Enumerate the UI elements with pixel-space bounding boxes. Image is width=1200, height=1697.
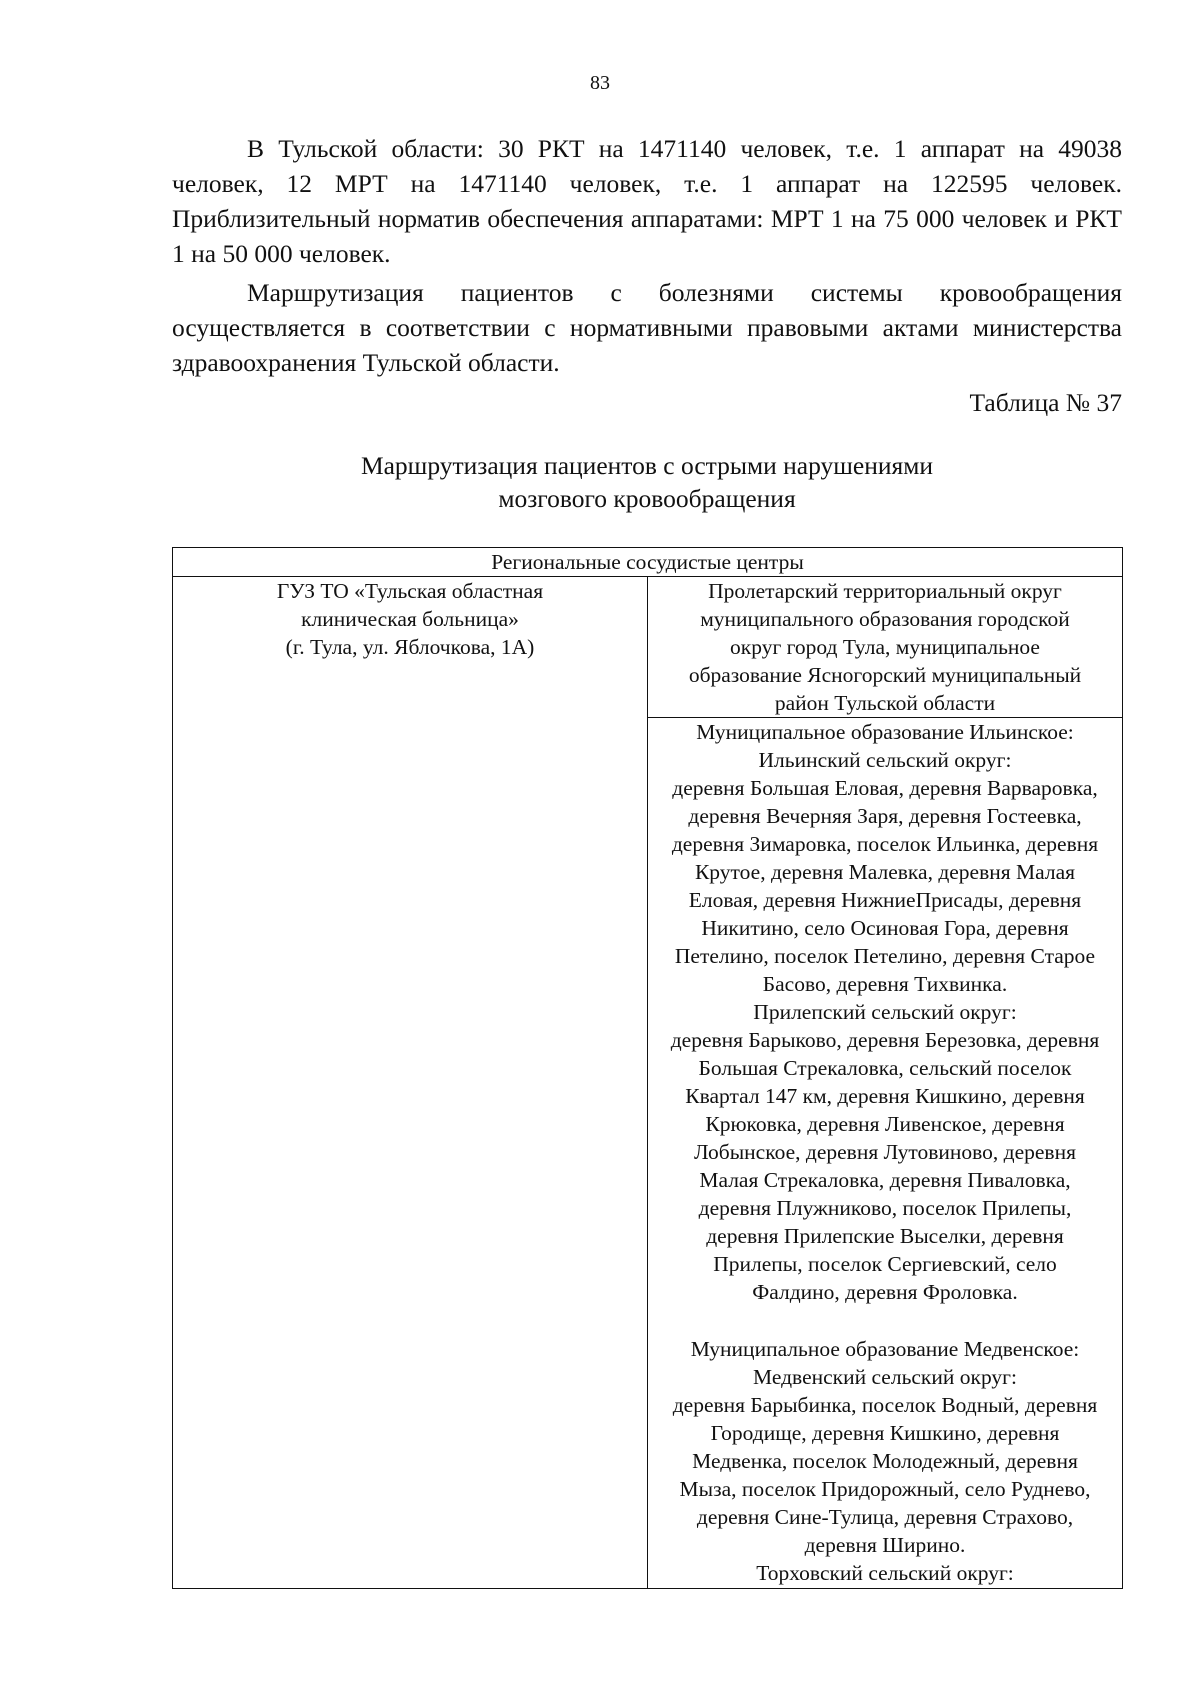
district-cell-proletarsky: [648, 577, 1123, 718]
settlement-line: деревня Вечерняя Заря, деревня Гостеевка,: [688, 804, 1082, 828]
settlement-line: деревня Прилепские Выселки, деревня: [706, 1224, 1064, 1248]
settlement-line: Медвенка, поселок Молодежный, деревня: [692, 1449, 1078, 1473]
table-title: [172, 449, 1122, 515]
table-header-cell: Региональные сосудистые центры: [173, 548, 1123, 577]
settlement-line: Басово, деревня Тихвинка.: [762, 972, 1008, 996]
municipality-title: Муниципальное образование Ильинское:: [696, 720, 1074, 744]
settlement-line: Крутое, деревня Малевка, деревня Малая: [694, 860, 1076, 884]
hospital-name-line: клиническая больница»: [301, 607, 519, 631]
table-row: [173, 577, 1123, 718]
paragraph-equipment-stats: [172, 131, 1122, 271]
settlement-line: Мыза, поселок Придорожный, село Руднево,: [679, 1477, 1091, 1501]
hospital-address: (г. Тула, ул. Яблочкова, 1А): [285, 635, 535, 659]
settlement-line: деревня Сине-Тулица, деревня Страхово,: [696, 1505, 1074, 1529]
settlement-line: Лобынское, деревня Лутовиново, деревня: [694, 1140, 1076, 1164]
paragraph-routing-intro: [172, 275, 1122, 380]
municipality-title: Муниципальное образование Медвенское:: [690, 1337, 1080, 1361]
table-caption: Таблица № 37: [969, 388, 1122, 417]
settlement-line: Петелино, поселок Петелино, деревня Старое: [674, 944, 1096, 968]
settlement-line: Крюковка, деревня Ливенское, деревня: [705, 1112, 1065, 1136]
routing-table: [172, 547, 1123, 1589]
settlement-line: деревня Барыбинка, поселок Водный, деревня: [672, 1393, 1098, 1417]
table-title-line: мозгового кровообращения: [498, 484, 796, 513]
paragraph-text: Маршрутизация пациентов с болезнями системы кровообращения осуществляется в соответствии с нормативными правовыми актами министерства здравоохранения Тульской области.: [172, 278, 1122, 377]
settlement-line: Большая Стрекаловка, сельский поселок: [698, 1056, 1072, 1080]
page-number: 83: [590, 72, 610, 94]
district-line: Пролетарский территориальный округ: [708, 579, 1062, 603]
district-line: район Тульской области: [774, 691, 996, 715]
ilinskoe-block: [656, 718, 1114, 1307]
settlement-line: Городище, деревня Кишкино, деревня: [710, 1421, 1060, 1445]
district-line: округ город Тула, муниципальное: [730, 635, 1040, 659]
rural-okrug-title: Ильинский сельский округ:: [758, 748, 1012, 772]
settlement-line: Прилепы, поселок Сергиевский, село: [713, 1252, 1057, 1276]
blank-line-spacer: [656, 1307, 1114, 1335]
district-line: муниципального образования городской: [700, 607, 1070, 631]
rural-okrug-title: Прилепский сельский округ:: [753, 1000, 1017, 1024]
settlement-line: Еловая, деревня НижниеПрисады, деревня: [688, 888, 1082, 912]
table-header-row: [173, 548, 1123, 577]
settlement-line: деревня Плужниково, поселок Прилепы,: [698, 1196, 1072, 1220]
table-title-line: Маршрутизация пациентов с острыми нарушениями: [360, 451, 934, 480]
rural-okrug-title: Медвенский сельский округ:: [753, 1365, 1017, 1389]
settlement-line: Фалдино, деревня Фроловка.: [752, 1280, 1018, 1304]
settlement-line: Малая Стрекаловка, деревня Пиваловка,: [699, 1168, 1071, 1192]
settlement-line: деревня Большая Еловая, деревня Варваровка,: [672, 776, 1098, 800]
settlement-line: Квартал 147 км, деревня Кишкино, деревня: [685, 1084, 1085, 1108]
district-cell-municipalities: [648, 718, 1123, 1589]
hospital-name-line: ГУЗ ТО «Тульская областная: [276, 579, 544, 603]
settlement-line: Никитино, село Осиновая Гора, деревня: [701, 916, 1069, 940]
settlement-line: деревня Барыково, деревня Березовка, деревня: [670, 1028, 1100, 1052]
rural-okrug-title: Торховский сельский округ:: [756, 1561, 1014, 1585]
paragraph-text: В Тульской области: 30 РКТ на 1471140 человек, т.е. 1 аппарат на 49038 человек, 12 МРТ на 1471140 человек, т.е. 1 аппарат на 122595 человек. Приблизительный норматив обеспечения аппаратами: МРТ 1 на 75 000 человек и РКТ 1 на 50 000 человек.: [172, 134, 1122, 268]
settlement-line: деревня Зимаровка, поселок Ильинка, деревня: [671, 832, 1099, 856]
medvenskoe-block: [656, 1335, 1114, 1588]
settlement-line: деревня Ширино.: [804, 1533, 966, 1557]
district-line: образование Ясногорский муниципальный: [688, 663, 1082, 687]
hospital-cell: [173, 577, 648, 1589]
